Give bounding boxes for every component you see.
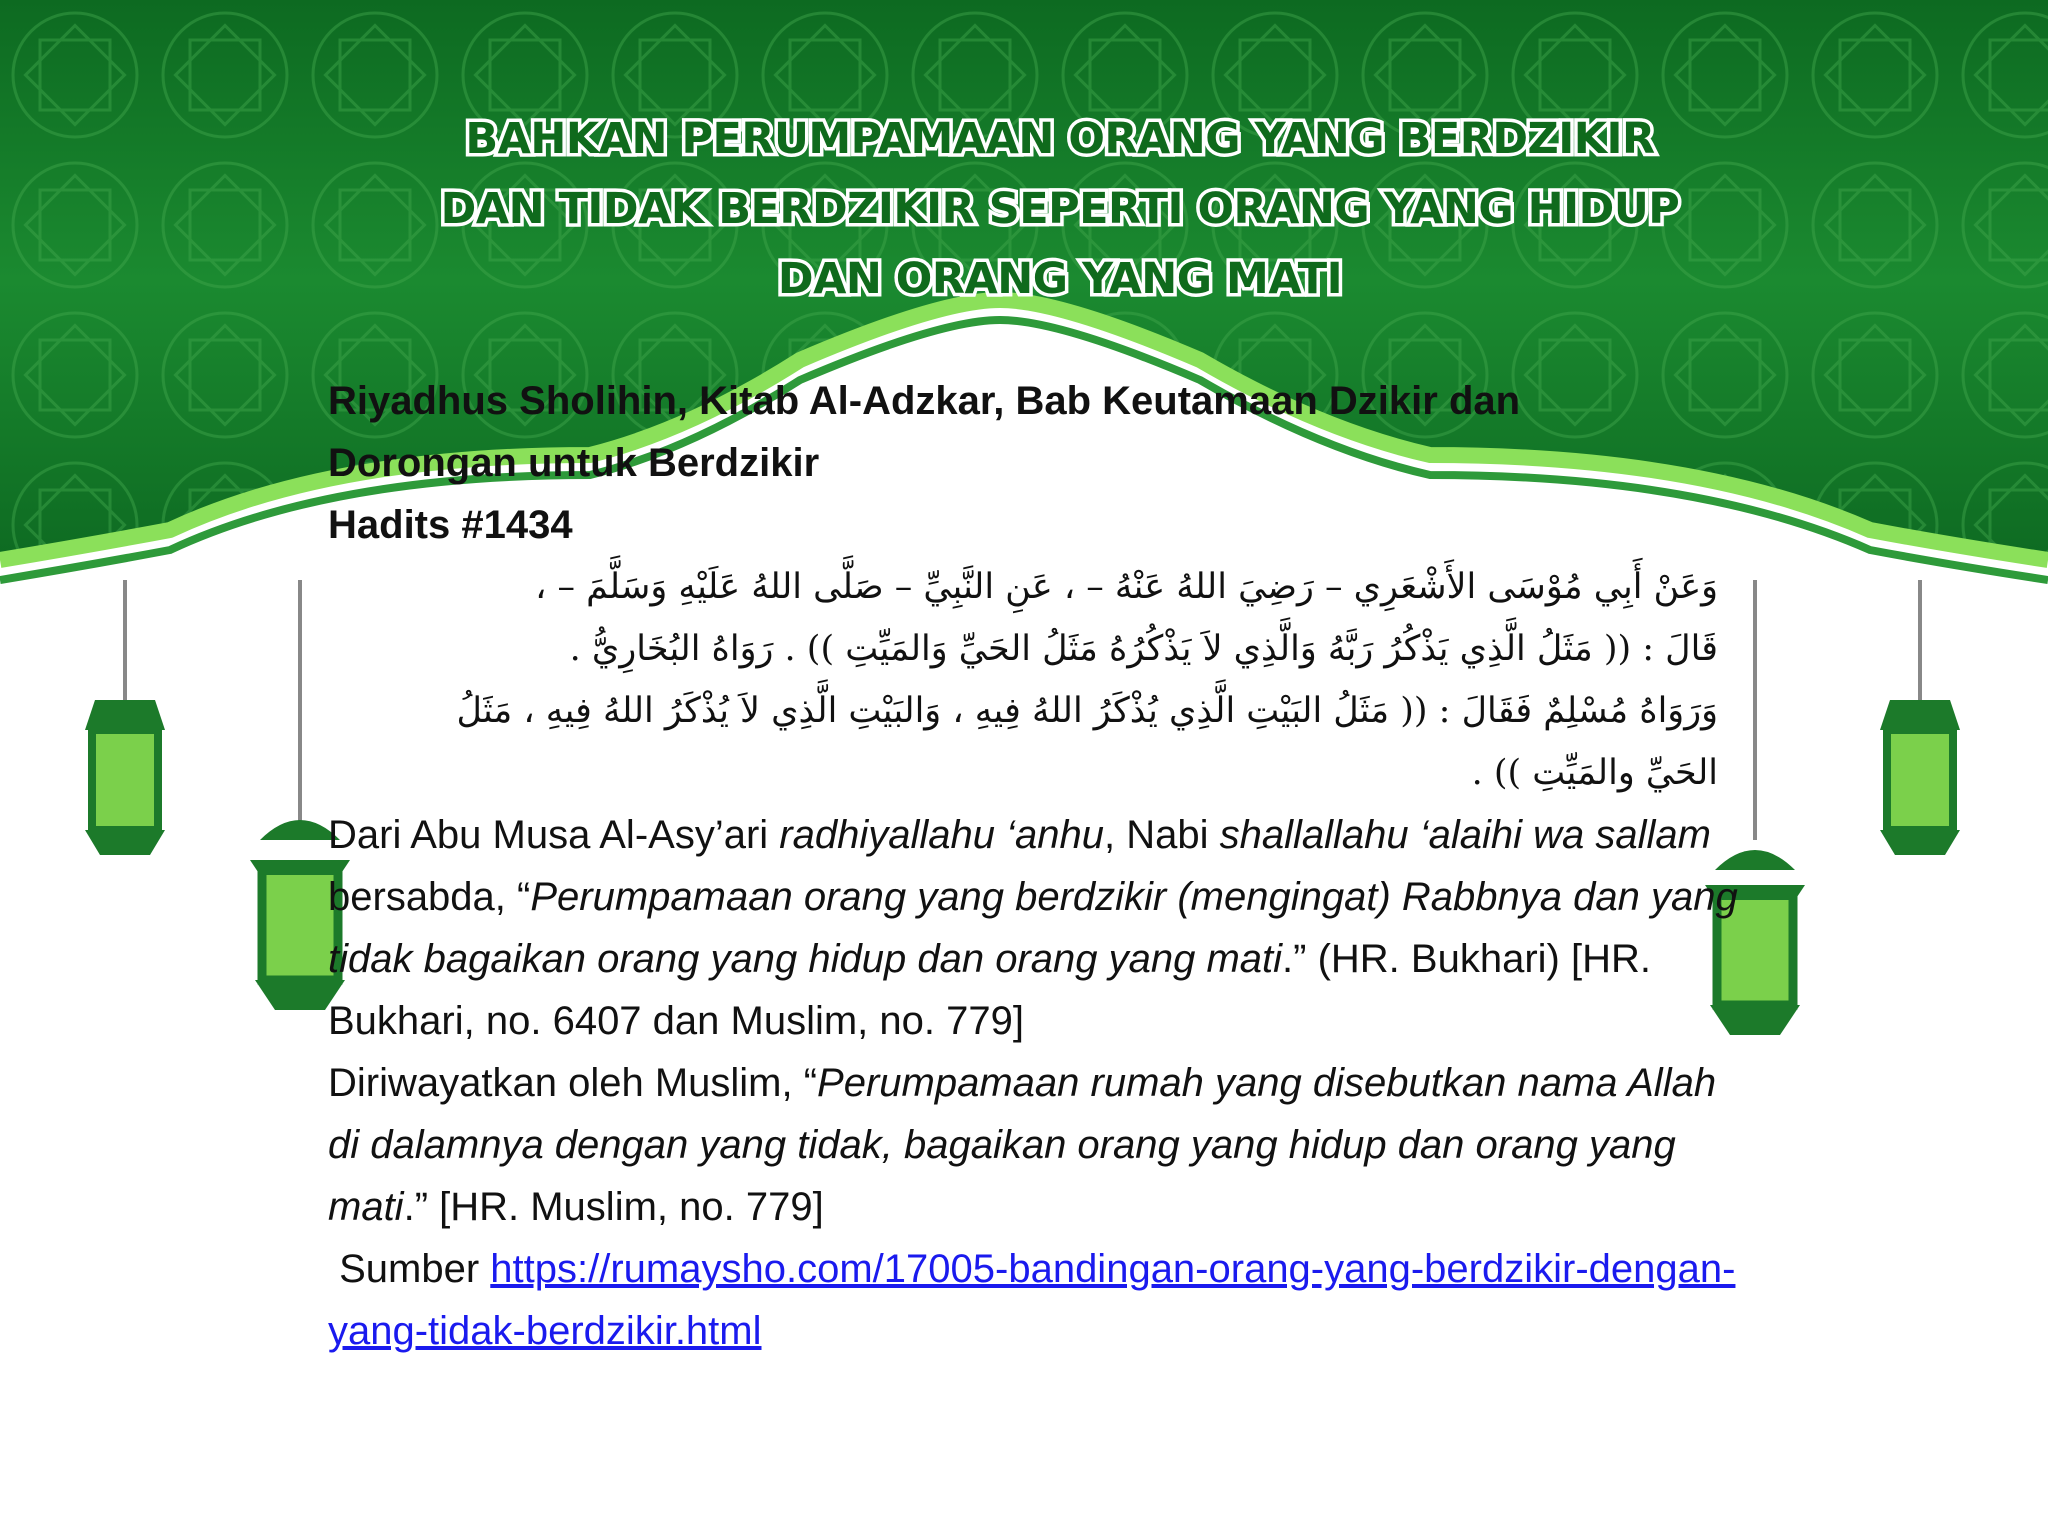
arabic-hadith-text xyxy=(328,556,1718,804)
source-label: Sumber xyxy=(328,1247,491,1291)
slide-content xyxy=(328,370,1748,1362)
title-line-3: DAN ORANG YANG MATI xyxy=(777,254,1343,304)
hadith-number: Hadits #1434 xyxy=(328,503,573,547)
text-segment: Dari Abu Musa Al-Asy’ari xyxy=(328,813,780,857)
text-segment: , Nabi xyxy=(1103,813,1220,857)
text-segment-italic: Perumpamaan rumah yang disebutkan nama Allah di dalamnya dengan yang tidak, bagaikan orang yang hidup dan orang yang mati xyxy=(328,1061,1717,1229)
translation-muslim xyxy=(328,1052,1748,1238)
arabic-line-4: الحَيِّ والمَيِّتِ )) . xyxy=(1471,753,1718,793)
text-segment-italic: shallallahu ‘alaihi wa sallam xyxy=(1219,813,1711,857)
source-line-1: Riyadhus Sholihin, Kitab Al-Adzkar, Bab Keutamaan Dzikir dan xyxy=(328,379,1521,423)
source-line-2: Dorongan untuk Berdzikir xyxy=(328,441,820,485)
text-segment: Diriwayatkan oleh Muslim, “ xyxy=(328,1061,818,1105)
translation-bukhari xyxy=(328,804,1748,1052)
arabic-line-1: وَعَنْ أَبِي مُوْسَى الأَشْعَرِي – رَضِيَ اللهُ عَنْهُ – ، عَنِ النَّبِيِّ – صَلَّى اللهُ عَلَيْهِ وَسَلَّمَ – ، xyxy=(535,567,1718,607)
title-line-1: BAHKAN PERUMPAMAAN ORANG YANG BERDZIKIR xyxy=(465,114,1655,164)
text-segment: bersabda, “ xyxy=(328,875,531,919)
title-line-2: DAN TIDAK BERDZIKIR SEPERTI ORANG YANG HIDUP xyxy=(440,184,1680,234)
text-segment-italic: Perumpamaan orang yang berdzikir (mengingat) Rabbnya dan yang tidak bagaikan orang yang hidup dan orang yang mati xyxy=(328,875,1738,981)
text-segment: .” (HR. Bukhari) [HR. Bukhari, no. 6407 dan Muslim, no. 779] xyxy=(328,937,1651,1043)
text-segment-italic: radhiyallahu ‘anhu xyxy=(779,813,1104,857)
text-segment: .” [HR. Muslim, no. 779] xyxy=(403,1185,824,1229)
arabic-line-2: قَالَ : (( مَثَلُ الَّذِي يَذْكُرُ رَبَّهُ وَالَّذِي لاَ يَذْكُرُهُ مَثَلُ الحَيِّ وَالمَيِّتِ )) . رَوَاهُ البُخَارِيُّ . xyxy=(569,629,1718,669)
lantern-left xyxy=(85,580,350,1010)
slide-title xyxy=(400,104,1720,314)
source-link[interactable]: https://rumaysho.com/17005-bandingan-orang-yang-berdzikir-dengan-yang-tidak-berdzikir.html xyxy=(328,1247,1736,1353)
arabic-line-3: وَرَوَاهُ مُسْلِمٌ فَقَالَ : (( مَثَلُ البَيْتِ الَّذِي يُذْكَرُ اللهُ فِيهِ ، وَالبَيْتِ الَّذِي لاَ يُذْكَرُ اللهُ فِيهِ ، مَثَلُ xyxy=(456,691,1718,731)
source-reference xyxy=(328,1238,1748,1362)
